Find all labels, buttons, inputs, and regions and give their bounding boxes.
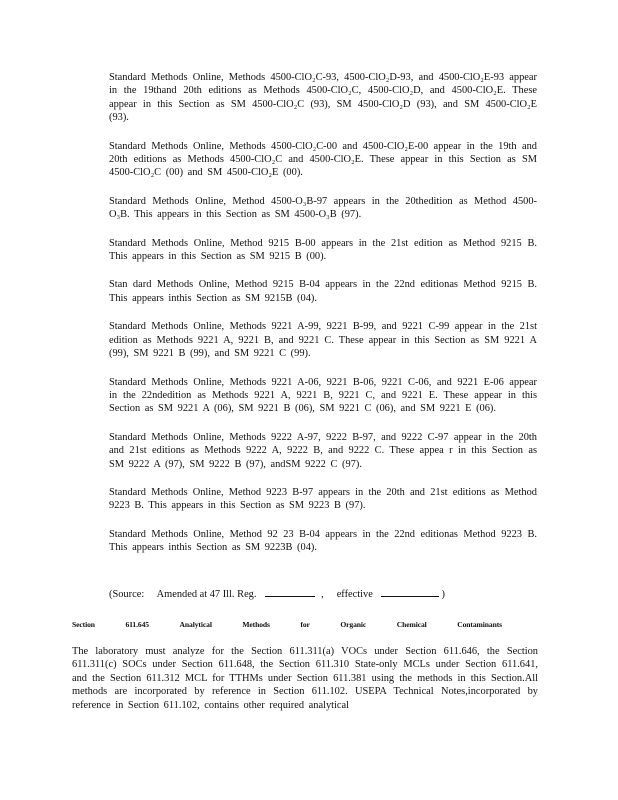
source-prefix: (Source: [109,589,145,600]
heading-number: 611.645 [125,620,149,629]
method-note-5: Stan dard Methods Online, Method 9215 B-04 appears in the 22nd editionas Method 9215 B. This appears inthis Section as SM 9215B (04). [109,279,537,304]
section-heading [72,618,502,631]
section-body-text: The laboratory must analyze for the Section 611.311(a) VOCs under Section 611.646, the Section 611.311(c) SOCs under Section 611.648, the Section 611.310 State-only MCLs under Section 611.641, and the Section 611.312 MCL for TTHMs under Section 611.381 using the methods in this Section.All methods are incorporated by reference in Section 611.102. USEPA Technical Notes,incorporated by reference in Section 611.102, contains other required analytical [72,646,538,711]
source-amended: Amended at 47 Ill. Reg. [156,589,257,600]
source-suffix: ) [441,589,445,600]
source-note [109,587,449,601]
method-note-2: Standard Methods Online, Methods 4500-ClO₂C-00 and 4500-ClO₂E-00 appear in the 19th and 20th editions as Methods 4500-ClO₂C and 4500-ClO₂E. These appear in this Section as SM 4500-ClO₂C (00) and SM 4500-ClO₂E (00). [109,140,537,179]
register-blank [265,587,315,597]
heading-word: Analytical [179,620,212,629]
method-note-3: Standard Methods Online, Method 4500-O₃B-97 appears in the 20thedition as Method 4500-O₃B. This appears in this Section as SM 4500-O₃B (97). [109,195,537,221]
heading-section: Section [72,620,95,629]
method-notes [109,71,537,555]
source-comma: , [321,589,324,600]
method-note-1: Standard Methods Online, Methods 4500-ClO₂C-93, 4500-ClO₂D-93, and 4500-ClO₂E-93 appear in the 19thand 20th editions as Methods 4500-ClO₂C, 4500-ClO₂D, and 4500-ClO₂E. These appear in this Section as SM 4500-ClO₂C (93), SM 4500-ClO₂D (93), and SM 4500-ClO₂E (93). [109,72,537,124]
method-note-4: Standard Methods Online, Method 9215 B-00 appears in the 21st edition as Method 9215 B. This appears in this Section as SM 9215 B (00). [109,237,537,263]
source-effective: effective [336,589,373,600]
method-note-10: Standard Methods Online, Method 92 23 B-04 appears in the 22nd editionas Method 9223 B. This appears inthis Section as SM 9223B (04). [109,528,537,554]
method-note-6: Standard Methods Online, Methods 9221 A-99, 9221 B-99, and 9221 C-99 appear in the 21st edition as Methods 9221 A, 9221 B, and 9221 C. These appear in this Section as SM 9221 A (99), SM 9221 B (99), and SM 9221 C (99). [109,321,537,360]
heading-word: for [300,620,310,629]
method-note-8: Standard Methods Online, Methods 9222 A-97, 9222 B-97, and 9222 C-97 appear in the 20th and 21st editions as Methods 9222 A, 9222 B, and 9222 C. These appea r in this Section as SM 9222 A (97), SM 9222 B (97), andSM 9222 C (97). [109,431,537,470]
heading-word: Methods [242,620,270,629]
heading-word: Contaminants [457,620,502,629]
heading-word: Chemical [396,620,427,629]
heading-word: Organic [340,620,367,629]
effective-date-blank [381,587,439,597]
method-note-7: Standard Methods Online, Methods 9221 A-06, 9221 B-06, 9221 C-06, and 9221 E-06 appear in the 22ndedition as Methods 9221 A, 9221 B, 9221 C, and 9221 E. These appear in this Section as SM 9221 A (06), SM 9221 B (06), SM 9221 C (06), and SM 9221 E (06). [109,376,537,415]
method-note-9: Standard Methods Online, Method 9223 B-97 appears in the 20th and 21st editions as Method 9223 B. This appears in this Section as SM 9223 B (97). [109,486,537,512]
